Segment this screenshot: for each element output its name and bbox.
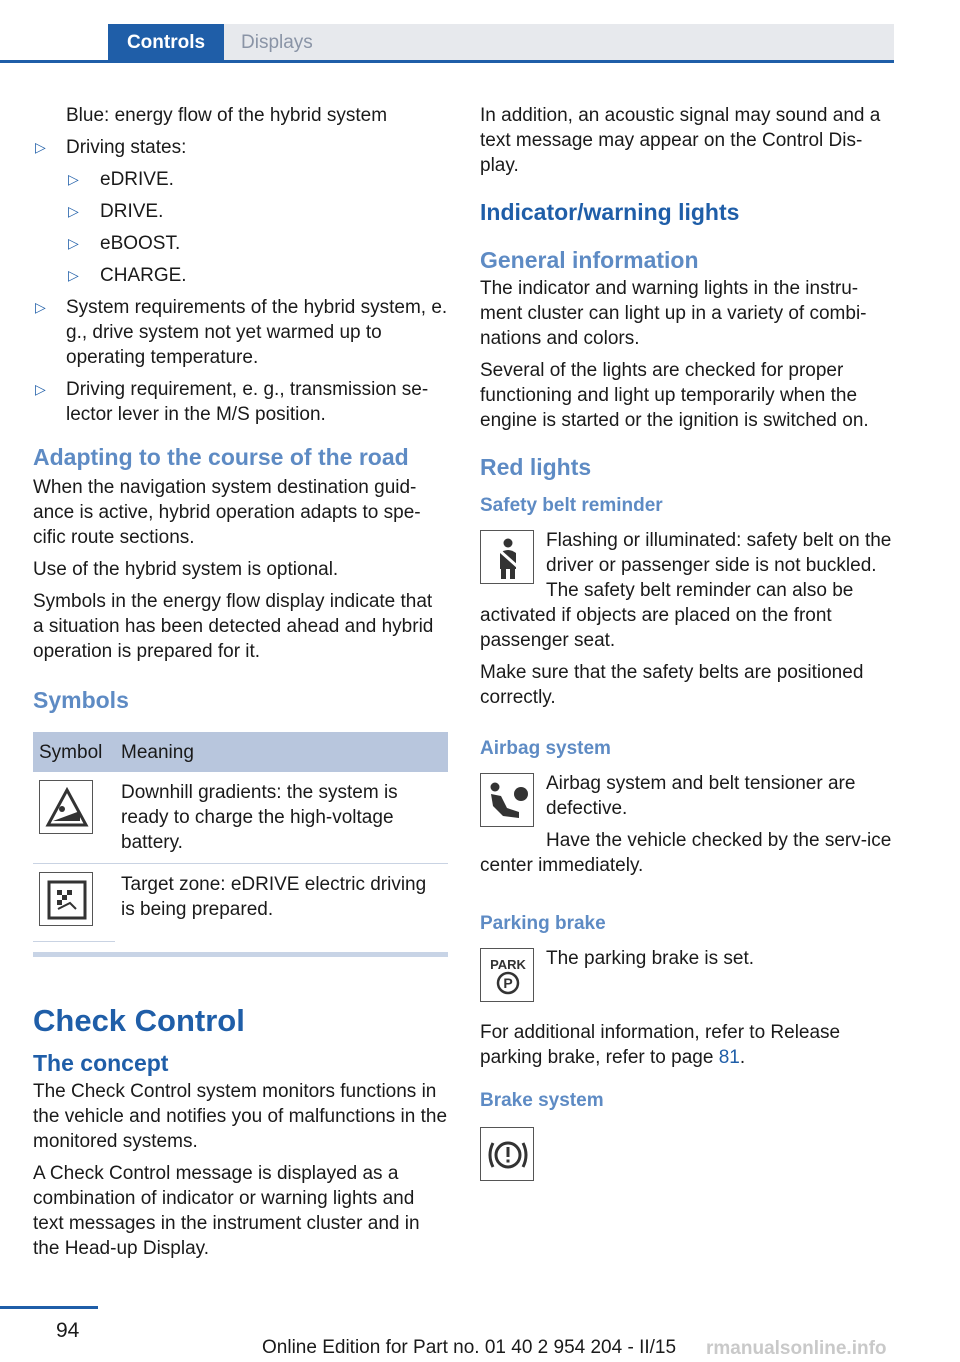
concept-heading: The concept: [33, 1050, 169, 1076]
parking-brake-ref-suffix: .: [739, 1047, 746, 1068]
table-row: [33, 864, 448, 942]
list-item: [66, 231, 448, 256]
safety-belt-icon: [480, 530, 534, 584]
brake-system-icon: [480, 1127, 534, 1181]
triangle-bullet-icon: ▷: [35, 139, 46, 155]
driving-state-charge: CHARGE.: [100, 265, 187, 286]
check-control-heading: Check Control: [33, 1003, 245, 1038]
driving-state-drive: DRIVE.: [100, 201, 164, 222]
symbol-cell: [33, 772, 115, 864]
list-item: [33, 135, 448, 288]
triangle-bullet-icon: ▷: [35, 299, 46, 315]
driving-states-list: [66, 167, 448, 288]
safety-belt-paragraph-2: Make sure that the safety belts are positioned correctly.: [480, 662, 864, 708]
triangle-bullet-icon: ▷: [68, 203, 79, 219]
acoustic-signal-text: In addition, an acoustic signal may sound and a text message may appear on the Control Dis-play.: [480, 105, 881, 176]
driving-state-eboost: eBOOST.: [100, 233, 181, 254]
parking-brake-ref-text: For additional information, refer to Release parking brake, refer to page: [480, 1022, 841, 1068]
adapting-heading: Adapting to the course of the road: [33, 444, 409, 470]
list-item: [33, 377, 448, 427]
safety-belt-heading: Safety belt reminder: [480, 495, 663, 516]
driving-states-label: Driving states:: [66, 137, 187, 158]
parking-brake-paragraph-1: The parking brake is set.: [546, 948, 755, 969]
list-item: [66, 199, 448, 224]
symbols-table: [33, 732, 448, 942]
meaning-cell: Downhill gradients: the system is ready to charge the high-voltage battery.: [115, 772, 448, 864]
list-item: [33, 295, 448, 370]
column-header-symbol: Symbol: [33, 732, 115, 772]
airbag-paragraph-1: Airbag system and belt tensioner are defective.: [546, 773, 856, 819]
meaning-cell: Target zone: eDRIVE electric driving is being prepared.: [121, 874, 427, 920]
adapting-paragraph-2: Use of the hybrid system is optional.: [33, 559, 339, 580]
parking-brake-heading: Parking brake: [480, 913, 606, 934]
indicator-warning-heading: Indicator/warning lights: [480, 199, 740, 225]
tab-displays[interactable]: Displays: [224, 24, 894, 62]
system-requirements-text: System requirements of the hybrid system, e. g., drive system not yet warmed up to operating temperature.: [66, 297, 448, 368]
airbag-section: [480, 771, 900, 885]
driving-state-edrive: eDRIVE.: [100, 169, 174, 190]
symbols-heading: Symbols: [33, 687, 129, 713]
page-number: 94: [56, 1319, 80, 1342]
right-column: [480, 103, 900, 1188]
downhill-gradient-icon: [39, 780, 93, 834]
edition-text: Online Edition for Part no. 01 40 2 954 204 - II/15: [262, 1337, 677, 1358]
safety-belt-section: [480, 528, 900, 710]
table-end-rule: [33, 952, 448, 957]
airbag-paragraph-2: Have the vehicle checked by the serv-ice center immediately.: [480, 830, 892, 876]
column-header-meaning: Meaning: [115, 732, 448, 772]
tab-controls[interactable]: Controls: [108, 24, 224, 62]
list-item: [66, 167, 448, 192]
blue-energy-flow-text: Blue: energy flow of the hybrid system: [66, 105, 388, 126]
concept-paragraph-1: The Check Control system monitors functions in the vehicle and notifies you of malfunctions in the monitored systems.: [33, 1081, 448, 1152]
adapting-paragraph-1: When the navigation system destination guid-ance is active, hybrid operation adapts to spe-cific route sections.: [33, 477, 421, 548]
driving-requirement-text: Driving requirement, e. g., transmission se-lector lever in the M/S position.: [66, 379, 429, 425]
header-divider: [0, 60, 894, 63]
park-icon-letter: P: [503, 975, 513, 991]
symbol-cell: [33, 864, 115, 942]
airbag-heading: Airbag system: [480, 738, 611, 759]
parking-brake-paragraph-2: [480, 1020, 900, 1070]
adapting-paragraph-3: Symbols in the energy flow display indicate that a situation has been detected ahead and hybrid operation is prepared for it.: [33, 591, 434, 662]
general-paragraph-1: The indicator and warning lights in the instru-ment cluster can light up in a variety of combi-nations and colors.: [480, 278, 867, 349]
triangle-bullet-icon: ▷: [68, 235, 79, 251]
left-column: [33, 103, 448, 1268]
parking-brake-section: [480, 946, 900, 1070]
triangle-bullet-icon: ▷: [68, 171, 79, 187]
red-lights-heading: Red lights: [480, 454, 592, 480]
park-icon-text: PARK: [490, 957, 526, 972]
footer-divider: [0, 1306, 98, 1309]
table-header-row: [33, 732, 448, 772]
list-item: [66, 263, 448, 288]
watermark: rmanualsonline.info: [706, 1338, 887, 1359]
concept-paragraph-2: A Check Control message is displayed as a combination of indicator or warning lights and text messages in the instrument cluster and in the Head-up Display.: [33, 1163, 420, 1259]
bullet-list: [33, 135, 448, 427]
triangle-bullet-icon: ▷: [35, 381, 46, 397]
airbag-icon: [480, 773, 534, 827]
brake-system-heading: Brake system: [480, 1090, 604, 1111]
page-81-link[interactable]: 81: [718, 1047, 740, 1068]
safety-belt-paragraph-1: Flashing or illuminated: safety belt on the driver or passenger side is not buckled. The safety belt reminder can also be activated if objects are placed on the front passenger seat.: [480, 530, 892, 651]
table-row: [33, 772, 448, 864]
general-paragraph-2: Several of the lights are checked for proper functioning and light up temporarily when the engine is started or the ignition is switched on.: [480, 360, 869, 431]
general-information-heading: General information: [480, 247, 699, 273]
parking-brake-icon: [480, 948, 534, 1002]
triangle-bullet-icon: ▷: [68, 267, 79, 283]
target-zone-icon: [39, 872, 93, 926]
